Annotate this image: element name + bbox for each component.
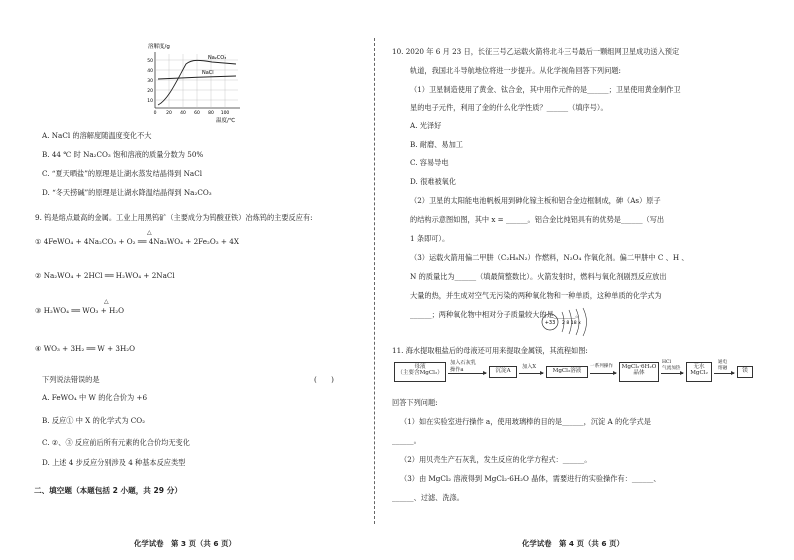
x-tick: 20	[166, 111, 172, 116]
q9-stem: 9. 钨是熔点最高的金属。工业上用黑钨矿（主要成分为钨酸亚铁）冶炼钨的主要反应有:	[35, 213, 313, 222]
graph-x-label: 温度/℃	[216, 118, 236, 124]
q9-prompt: 下列说法错误的是	[42, 375, 100, 384]
x-tick: 80	[208, 111, 214, 116]
arsenic-atom-diagram	[538, 306, 608, 338]
q9-reaction-4: ④ WO₃ + 3H₂ ══ W + 3H₂O	[35, 344, 136, 353]
q11-line: （2）用贝壳生产石灰乳，发生反应的化学方程式：______。	[400, 455, 592, 464]
q9-option-b: B. 反应① 中 X 的化学式为 CO₂	[42, 416, 146, 425]
flow-step-3-label: 一系列操作	[590, 364, 613, 369]
atom-shell-labels: 2 8 18 x	[562, 321, 581, 326]
q10-option-d: D. 很难被氧化	[410, 177, 457, 186]
flow-arrow	[519, 373, 543, 374]
q9-reaction-3: ③ H₂WO₄ ══ WO₃ + H₂O	[35, 306, 125, 315]
page-divider	[374, 38, 375, 524]
x-tick: 40	[180, 111, 186, 116]
q11-line: （3）由 MgCl₂ 溶液得到 MgCl₂·6H₂O 晶体，需要进行的实验操作有：______、	[400, 474, 661, 483]
x-tick: 100	[220, 111, 230, 116]
q9-heat-mark: △	[104, 298, 109, 305]
nacl-label: NaCl	[202, 70, 214, 76]
flow-arrow	[448, 373, 486, 374]
q10-part2-line: 的结构示意图如图，其中 x = ______。铝合金比纯铝具有的优势是______（写出	[410, 215, 665, 224]
q11-line: ______、过滤、洗涤。	[392, 493, 464, 502]
q10-line: 星的电子元件，利用了金的什么化学性质？______（填序号）。	[410, 103, 608, 112]
y-tick: 40	[147, 69, 153, 74]
q10-line: （1）卫星制造使用了黄金、钛合金，其中用作元件的是______；卫星使用黄金制作卫	[410, 85, 681, 94]
x-tick: 60	[194, 111, 200, 116]
q10-option-a: A. 光泽好	[410, 121, 442, 130]
right-page	[392, 0, 764, 560]
q9-answer-blank: ( )	[314, 375, 334, 384]
flow-step-5-label: 通电 熔融	[718, 360, 728, 371]
y-tick: 10	[147, 99, 153, 104]
q10-part3-line: N 的质量比为______（填最简整数比）。火箭发射时，燃料与氧化剂剧烈反应放出	[410, 272, 667, 281]
q10-part3-line: ______；两种氧化物中相对分子质量较大的是______。	[410, 310, 583, 319]
q10-part2-line: 1 条即可）。	[410, 234, 450, 243]
flow-box-mgcl2-crystal: MgCl₂·6H₂O 晶体	[619, 362, 659, 382]
q10-part2-line: （2）卫星的太阳能电池帆板用到砷化镓主板和铝合金边框制成，砷（As）原子	[410, 196, 661, 205]
q10-option-b: B. 耐磨、易加工	[410, 140, 463, 149]
y-tick: 50	[147, 59, 153, 64]
left-page	[30, 0, 365, 560]
na2co3-label: Na₂CO₃	[208, 55, 227, 61]
flow-chart	[392, 360, 764, 386]
q9-reaction-2: ② Na₂WO₄ + 2HCl ══ H₂WO₄ + 2NaCl	[35, 271, 175, 280]
q11-stem: 11. 海水提取粗盐后的母液还可用来提取金属镁，其流程如图:	[392, 346, 588, 355]
flow-arrow	[661, 373, 683, 374]
flow-box-mother-liquor: 母液 （主要含MgCl₂）	[394, 362, 446, 382]
graph-y-label: 溶解度/g	[148, 44, 170, 50]
q9-option-d: D. 上述 4 步反应分别涉及 4 种基本反应类型	[42, 458, 186, 467]
flow-step-4-label: HCl 气流加热	[662, 360, 681, 371]
q11-line: ______。	[392, 436, 421, 445]
flow-step-2-label: 加入X	[522, 364, 537, 370]
q8-option-a: A. NaCl 的溶解度随温度变化不大	[42, 131, 152, 140]
q11-line: （1）如在实验室进行操作 a，使用玻璃棒的目的是______，沉淀 A 的化学式是	[400, 417, 651, 426]
flow-box-magnesium: 镁	[737, 366, 753, 378]
y-tick: 30	[147, 79, 153, 84]
q9-option-c: C. ②、③ 反应前后所有元素的化合价均无变化	[42, 438, 190, 447]
flow-box-anhydrous-mgcl2: 无水 MgCl₂	[686, 362, 712, 382]
q9-heat-mark: △	[147, 229, 152, 236]
q9-option-a: A. FeWO₄ 中 W 的化合价为 +6	[42, 393, 148, 402]
q10-part3-line: （3）运载火箭用偏二甲肼（C₂H₈N₂）作燃料，N₂O₄ 作氧化剂。偏二甲肼中 C 、H 、	[410, 253, 689, 262]
q10-line: 轨道，我国北斗导航地位将进一步提升。从化学视角回答下列问题:	[410, 66, 621, 75]
x-tick: 0	[153, 111, 157, 116]
q10-line: 10. 2020 年 6 月 23 日，长征三号乙运载火箭将北斗三号最后一颗组网卫星成功送入预定	[392, 47, 680, 56]
q8-option-d: D. “冬天捞碱”的原理是让湖水降温结晶得到 Na₂CO₃	[42, 188, 212, 197]
q11-line: 回答下列问题:	[392, 398, 438, 407]
left-footer: 化学试卷 第 3 页（共 6 页）	[134, 539, 236, 548]
flow-arrow	[590, 373, 616, 374]
y-tick: 20	[147, 89, 153, 94]
flow-arrow	[714, 373, 734, 374]
q8-option-b: B. 44 ℃ 时 Na₂CO₃ 饱和溶液的质量分数为 50%	[42, 150, 204, 159]
atom-nucleus-label: +33	[544, 320, 556, 326]
right-footer: 化学试卷 第 4 页（共 6 页）	[522, 539, 624, 548]
flow-box-precipitate-a: 沉淀A	[489, 366, 517, 378]
q10-part3-line: 大量的热，并生成对空气无污染的两种氧化物和一种单质，这种单质的化学式为	[410, 291, 662, 300]
q9-reaction-1: ① 4FeWO₄ + 4Na₂CO₃ + O₂ ══ 4Na₂WO₄ + 2Fe₂O₃ + 4X	[35, 237, 239, 246]
solubility-graph	[128, 42, 258, 124]
flow-step-1-label: 加入石灰乳 操作a	[450, 360, 476, 373]
q10-option-c: C. 容易导电	[410, 158, 449, 167]
section-title: 二、填空题（本题包括 2 小题，共 29 分）	[34, 486, 182, 495]
flow-box-mgcl2-solution: MgCl₂溶液	[546, 366, 588, 378]
q8-option-c: C. “夏天晒盐”的原理是让湖水蒸发结晶得到 NaCl	[42, 169, 203, 178]
